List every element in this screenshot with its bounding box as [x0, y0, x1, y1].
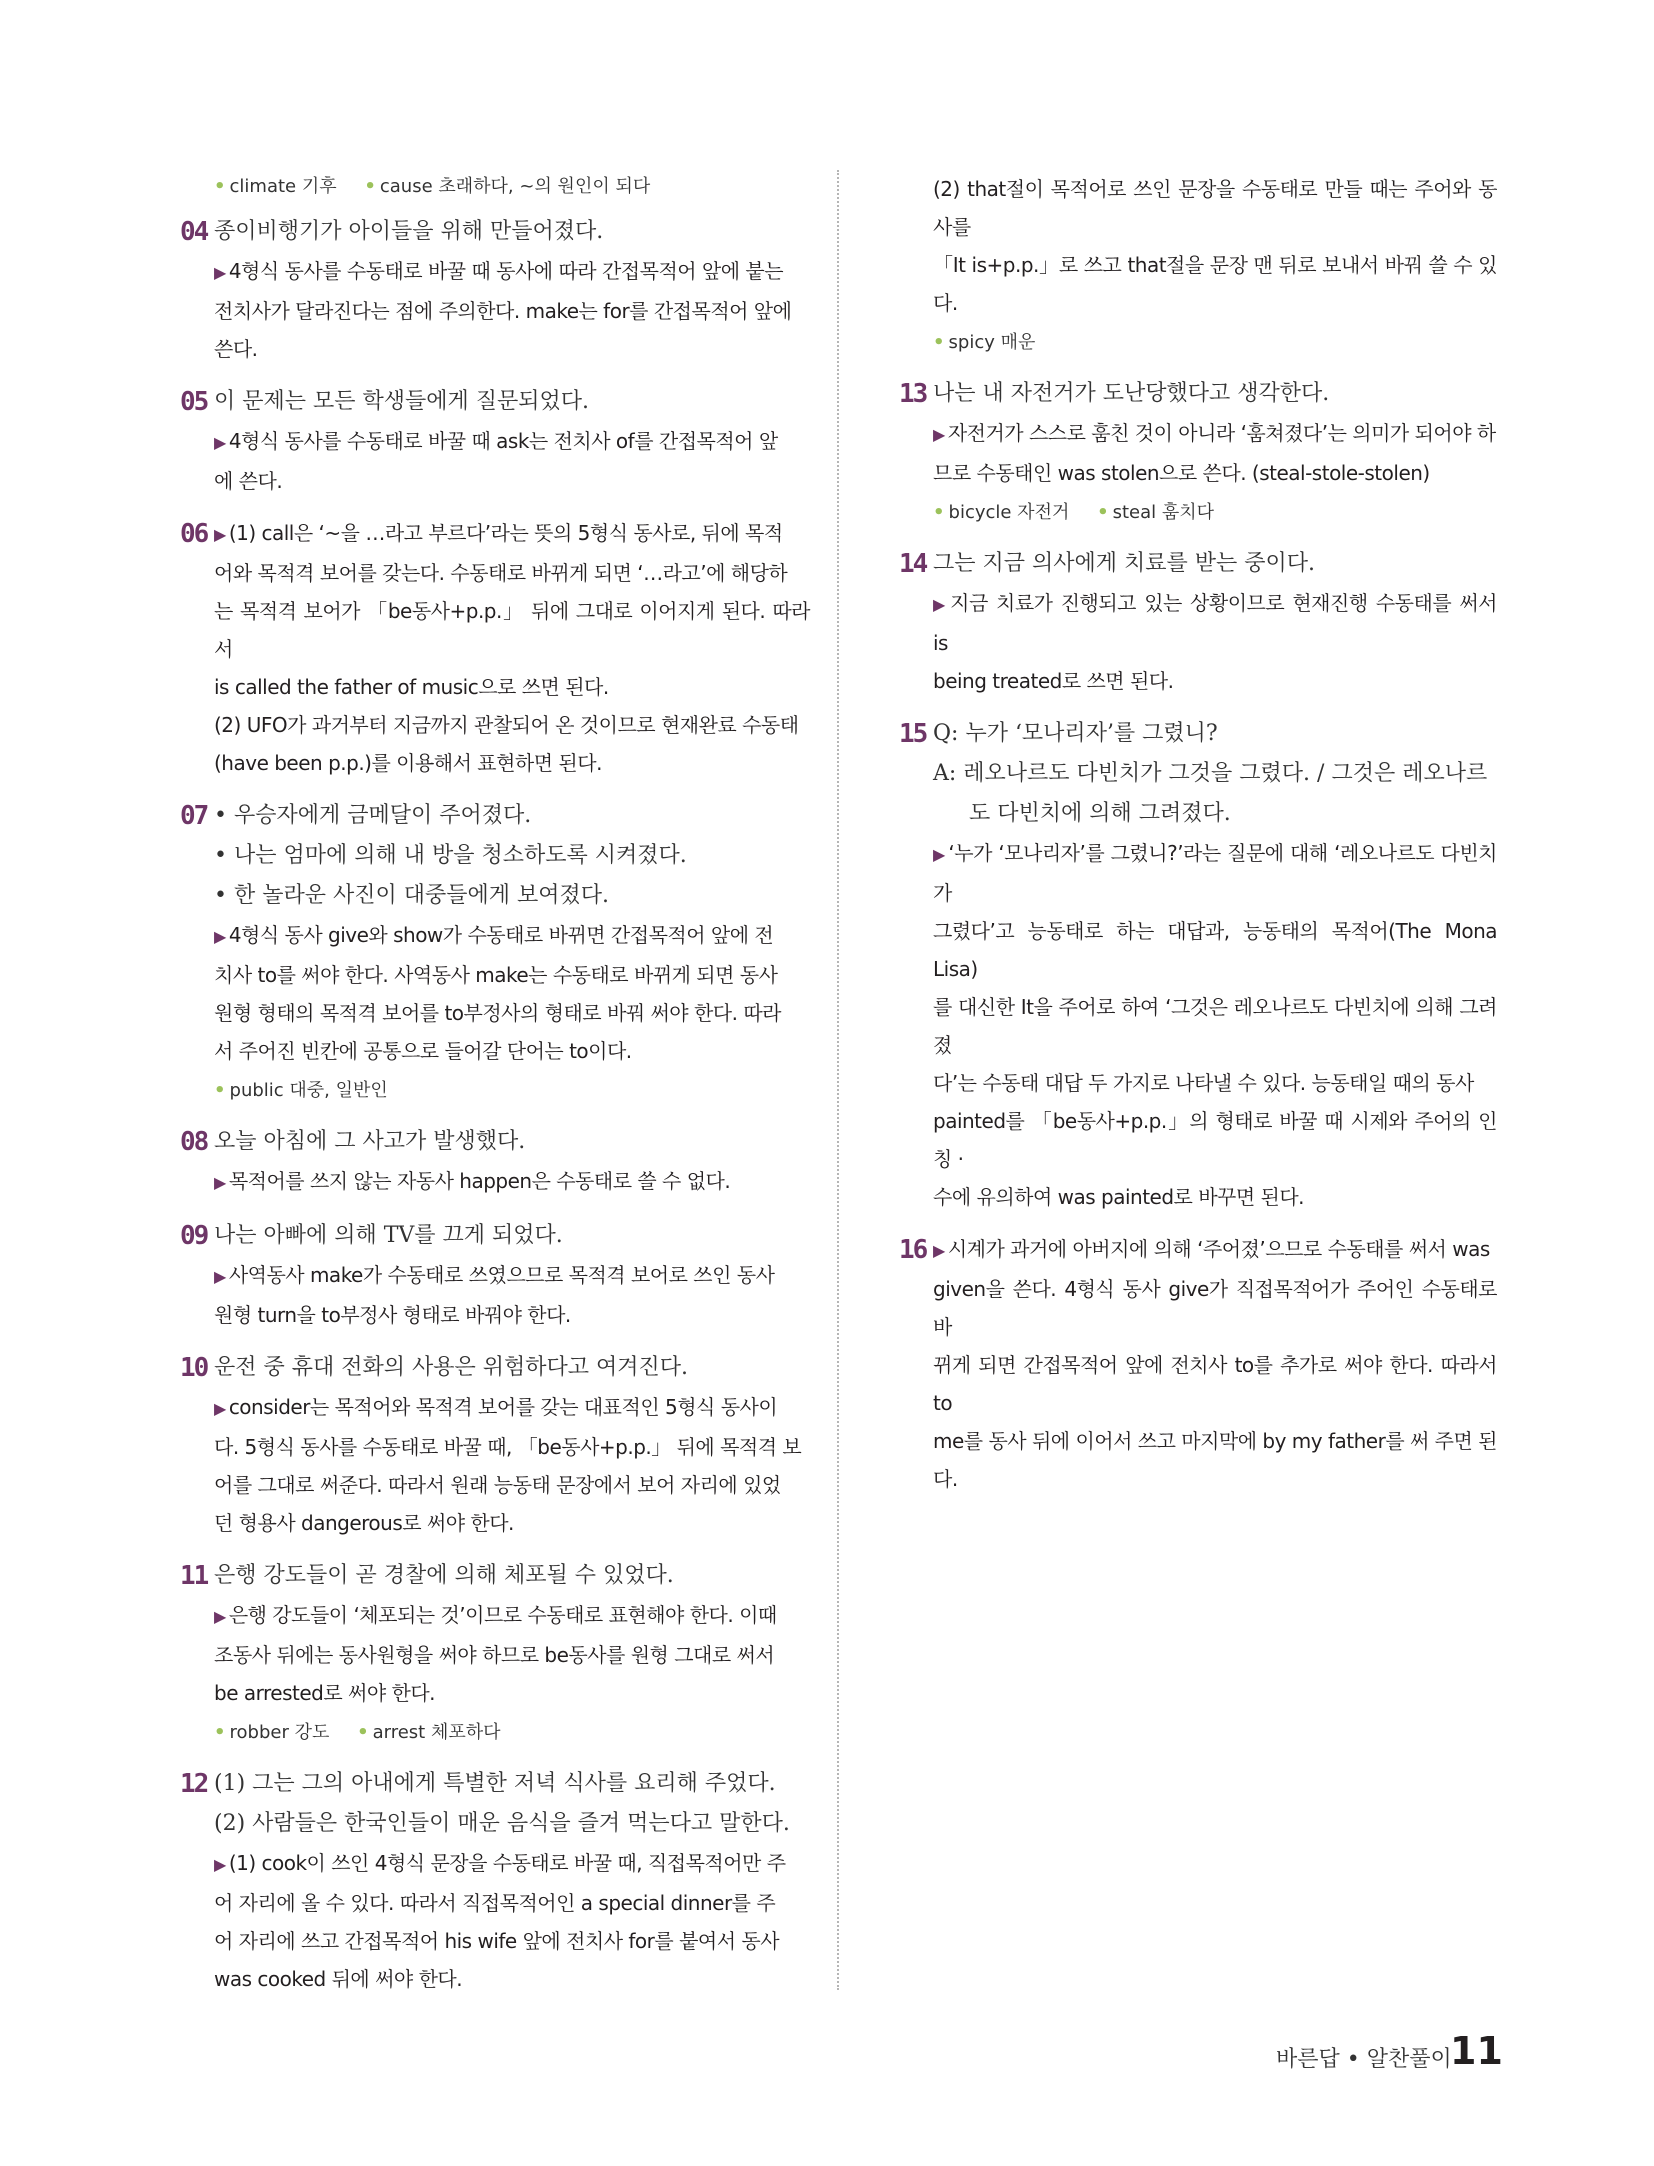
- translation: • 나는 엄마에 의해 내 방을 청소하도록 시켜졌다.: [214, 843, 687, 868]
- explanation: ▶ 자전거가 스스로 훔친 것이 아니라 ‘훔쳐졌다’는 의미가 되어야 하 므로 수동태인 was stolen으로 쓴다. (steal-stole-stolen): [933, 421, 1496, 485]
- explanation: (2) that절이 목적어로 쓰인 문장을 수동태로 만들 때는 주어와 동사를 「It is+p.p.」로 쓰고 that절을 문장 맨 뒤로 보내서 바꿔 쓸 수 있다.: [933, 177, 1497, 315]
- question-number: 04: [180, 217, 208, 247]
- answer-06: [178, 514, 810, 782]
- explanation: ▶ 4형식 동사를 수동태로 바꿀 때 동사에 따라 간접목적어 앞에 붙는 전치사가 달라진다는 점에 주의한다. make는 for를 간접목적어 앞에 쓴다.: [214, 259, 792, 361]
- explanation: ▶ 사역동사 make가 수동태로 쓰였으므로 목적격 보어로 쓰인 동사 원형 turn을 to부정사 형태로 바꿔야 한다.: [214, 1263, 775, 1327]
- translation: 이 문제는 모든 학생들에게 질문되었다.: [214, 389, 589, 414]
- triangle-icon: ▶: [933, 845, 946, 864]
- triangle-icon: ▶: [214, 927, 226, 946]
- explanation: ▶ 지금 치료가 진행되고 있는 상황이므로 현재진행 수동태를 써서 is being treated로 쓰면 된다.: [933, 591, 1497, 693]
- answer-14: [897, 544, 1497, 700]
- question-number: 11: [180, 1561, 208, 1591]
- triangle-icon: ▶: [214, 1607, 226, 1626]
- explanation: ▶ 시계가 과거에 아버지에 의해 ‘주어졌’으므로 수동태를 써서 was given을 쓴다. 4형식 동사 give가 직접목적어가 주어인 수동태로 바 뀌게 되면 간접목적어 앞에 전치사 to를 추가로 써야 한다. 따라서 to me를 동사 뒤에 이어서 쓰고 마지막에 by my father를 써 주면 된다.: [933, 1237, 1497, 1491]
- vocab-list: • spicy 매운: [933, 332, 1036, 353]
- answer-05: [178, 382, 810, 500]
- answer-12-continued: [897, 170, 1497, 360]
- vocab-list: • robber 강도 • arrest 체포하다: [214, 1722, 501, 1743]
- triangle-icon: ▶: [214, 1855, 226, 1874]
- right-column: [897, 170, 1497, 1498]
- question-number: 15: [899, 719, 927, 749]
- explanation: ▶ 4형식 동사 give와 show가 수동태로 바뀌면 간접목적어 앞에 전 치사 to를 써야 한다. 사역동사 make는 수동태로 바뀌게 되면 동사 원형 형태의 목적격 보어를 to부정사의 형태로 바꿔 써야 한다. 따라 서 주어진 빈칸에 공통으로 들어갈 단어는 to이다.: [214, 923, 781, 1063]
- question-number: 07: [180, 801, 208, 831]
- triangle-icon: ▶: [933, 1241, 945, 1260]
- question-number: 16: [899, 1235, 927, 1265]
- translation: 은행 강도들이 곧 경찰에 의해 체포될 수 있었다.: [214, 1563, 674, 1588]
- triangle-icon: ▶: [214, 263, 226, 282]
- vocab-word: spicy 매운: [948, 332, 1036, 353]
- answer-07: [178, 796, 810, 1108]
- translation: 도 다빈치에 의해 그려졌다.: [969, 801, 1231, 826]
- explanation: ▶ ‘누가 ‘모나리자’를 그렸니?’라는 질문에 대해 ‘레오나르도 다빈치가 그렸다’고 능동태로 하는 대답과, 능동태의 목적어(The Mona Lisa) 를 대신한 It을 주어로 하여 ‘그것은 레오나르도 다빈치에 의해 그려졌 다’는 수동태 대답 두 가지로 나타낼 수 있다. 능동태일 때의 동사 painted를 「be동사+p.p.」의 형태로 바꿀 때 시제와 주어의 인칭 · 수에 유의하여 was painted로 바꾸면 된다.: [933, 841, 1498, 1209]
- triangle-icon: ▶: [933, 425, 945, 444]
- answer-13: [897, 374, 1497, 530]
- vocab-word: bicycle 자전거: [948, 502, 1070, 523]
- question-number: 10: [180, 1353, 208, 1383]
- explanation: ▶ 4형식 동사를 수동태로 바꿀 때 ask는 전치사 of를 간접목적어 앞 에 쓴다.: [214, 429, 778, 493]
- question-number: 12: [180, 1769, 208, 1799]
- translation: • 한 놀라운 사진이 대중들에게 보여졌다.: [214, 883, 609, 908]
- translation: Q: 누가 ‘모나리자’를 그렸니?: [933, 721, 1218, 746]
- triangle-icon: ▶: [214, 433, 226, 452]
- vocab-word: steal 훔치다: [1112, 502, 1215, 523]
- vocab-word: arrest 체포하다: [372, 1722, 501, 1743]
- triangle-icon: ▶: [214, 1173, 226, 1192]
- vocab-list: • bicycle 자전거 • steal 훔치다: [933, 502, 1215, 523]
- translation: 나는 아빠에 의해 TV를 끄게 되었다.: [214, 1223, 563, 1248]
- answer-08: [178, 1122, 810, 1202]
- answer-09: [178, 1216, 810, 1334]
- answer-04: [178, 212, 810, 368]
- vocab-list: • climate 기후 • cause 초래하다, ~의 원인이 되다: [214, 176, 651, 197]
- explanation: ▶ consider는 목적어와 목적격 보어를 갖는 대표적인 5형식 동사이 다. 5형식 동사를 수동태로 바꿀 때, 「be동사+p.p.」 뒤에 목적격 보 어를 그대로 써준다. 따라서 원래 능동태 문장에서 보어 자리에 있었 던 형용사 dangerous로 써야 한다.: [214, 1395, 802, 1535]
- answer-16: [897, 1230, 1497, 1498]
- translation: 오늘 아침에 그 사고가 발생했다.: [214, 1129, 526, 1154]
- vocab-word: cause 초래하다, ~의 원인이 되다: [379, 176, 651, 197]
- question-number: 09: [180, 1221, 208, 1251]
- explanation: ▶ 은행 강도들이 ‘체포되는 것’이므로 수동태로 표현해야 한다. 이때 조동사 뒤에는 동사원형을 써야 하므로 be동사를 원형 그대로 써서 be arrested로 써야 한다.: [214, 1603, 777, 1705]
- explanation: ▶ 목적어를 쓰지 않는 자동사 happen은 수동태로 쓸 수 없다.: [214, 1169, 731, 1193]
- translation: 운전 중 휴대 전화의 사용은 위험하다고 여겨진다.: [214, 1355, 688, 1380]
- translation: 종이비행기가 아이들을 위해 만들어졌다.: [214, 219, 604, 244]
- vocab-word: public 대중, 일반인: [229, 1080, 388, 1101]
- page-number: 11: [1450, 2029, 1503, 2073]
- footer-label: 바른답 • 알찬풀이: [1276, 2047, 1452, 2072]
- question-number: 05: [180, 387, 208, 417]
- answer-10: [178, 1348, 810, 1542]
- vocab-word: climate 기후: [229, 176, 337, 197]
- question-number: 08: [180, 1127, 208, 1157]
- translation: (1) 그는 그의 아내에게 특별한 저녁 식사를 요리해 주었다.: [214, 1771, 776, 1796]
- answer-15: [897, 714, 1497, 1216]
- translation: (2) 사람들은 한국인들이 매운 음식을 즐겨 먹는다고 말한다.: [214, 1811, 790, 1836]
- column-divider: [837, 170, 839, 1990]
- triangle-icon: ▶: [214, 1399, 226, 1418]
- vocab-list: • public 대중, 일반인: [214, 1080, 388, 1101]
- triangle-icon: ▶: [214, 1267, 226, 1286]
- question-number: 06: [180, 519, 208, 549]
- translation: 그는 지금 의사에게 치료를 받는 중이다.: [933, 551, 1315, 576]
- triangle-icon: ▶: [933, 595, 948, 614]
- triangle-icon: ▶: [214, 525, 226, 544]
- explanation: ▶ (1) cook이 쓰인 4형식 문장을 수동태로 바꿀 때, 직접목적어만 주 어 자리에 올 수 있다. 따라서 직접목적어인 a special dinner를 주 어 자리에 쓰고 간접목적어 his wife 앞에 전치사 for를 붙여서 동사 was cooked 뒤에 써야 한다.: [214, 1851, 786, 1991]
- question-number: 14: [899, 549, 927, 579]
- answer-12: [178, 1764, 810, 1998]
- question-number: 13: [899, 379, 927, 409]
- explanation: ▶ (1) call은 ‘~을 …라고 부르다’라는 뜻의 5형식 동사로, 뒤에 목적 어와 목적격 보어를 갖는다. 수동태로 바뀌게 되면 ‘…라고’에 해당하 는 목적격 보어가 「be동사+p.p.」 뒤에 그대로 이어지게 된다. 따라서 is called the father of music으로 쓰면 된다. (2) UFO가 과거부터 지금까지 관찰되어 온 것이므로 현재완료 수동태 (have been p.p.)를 이용해서 표현하면 된다.: [214, 521, 810, 775]
- left-column: [178, 170, 810, 1998]
- translation: A: 레오나르도 다빈치가 그것을 그렸다. / 그것은 레오나르: [933, 761, 1488, 786]
- vocab-word: robber 강도: [229, 1722, 330, 1743]
- answer-11: [178, 1556, 810, 1750]
- translation: • 우승자에게 금메달이 주어졌다.: [214, 803, 532, 828]
- translation: 나는 내 자전거가 도난당했다고 생각한다.: [933, 381, 1330, 406]
